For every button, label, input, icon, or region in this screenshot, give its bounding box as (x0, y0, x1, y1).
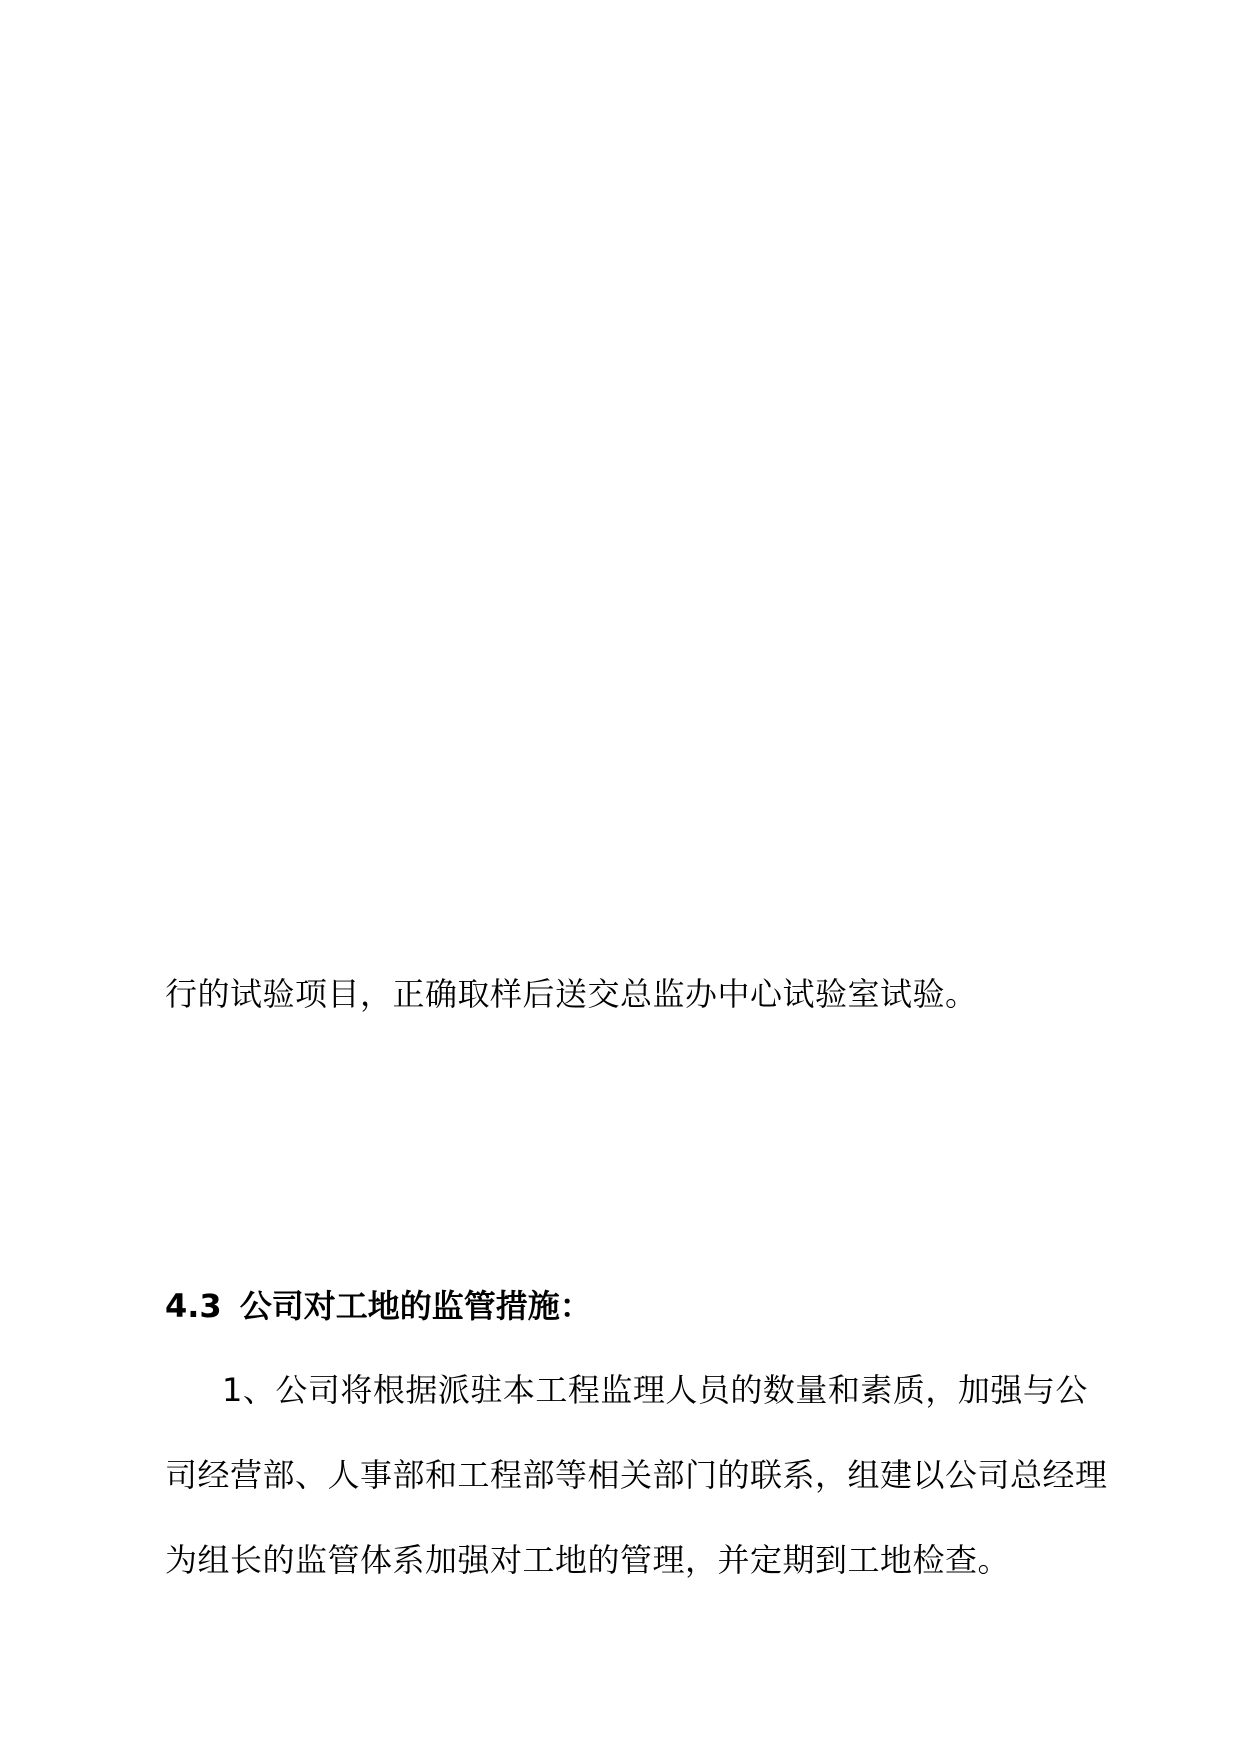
paragraph-line-2: 司经营部、人事部和工程部等相关部门的联系，组建以公司总经理 (165, 1456, 1108, 1494)
section-number: 4.3 (165, 1287, 222, 1325)
section-heading (165, 1286, 592, 1326)
section-title: 公司对工地的监管措施： (239, 1287, 592, 1325)
continuation-text-line: 行的试验项目，正确取样后送交总监办中心试验室试验。 (165, 975, 978, 1013)
paragraph-line-1: 1、公司将根据派驻本工程监理人员的数量和素质，加强与公 (222, 1371, 1088, 1409)
paragraph-line-3: 为组长的监管体系加强对工地的管理，并定期到工地检查。 (165, 1541, 1011, 1579)
